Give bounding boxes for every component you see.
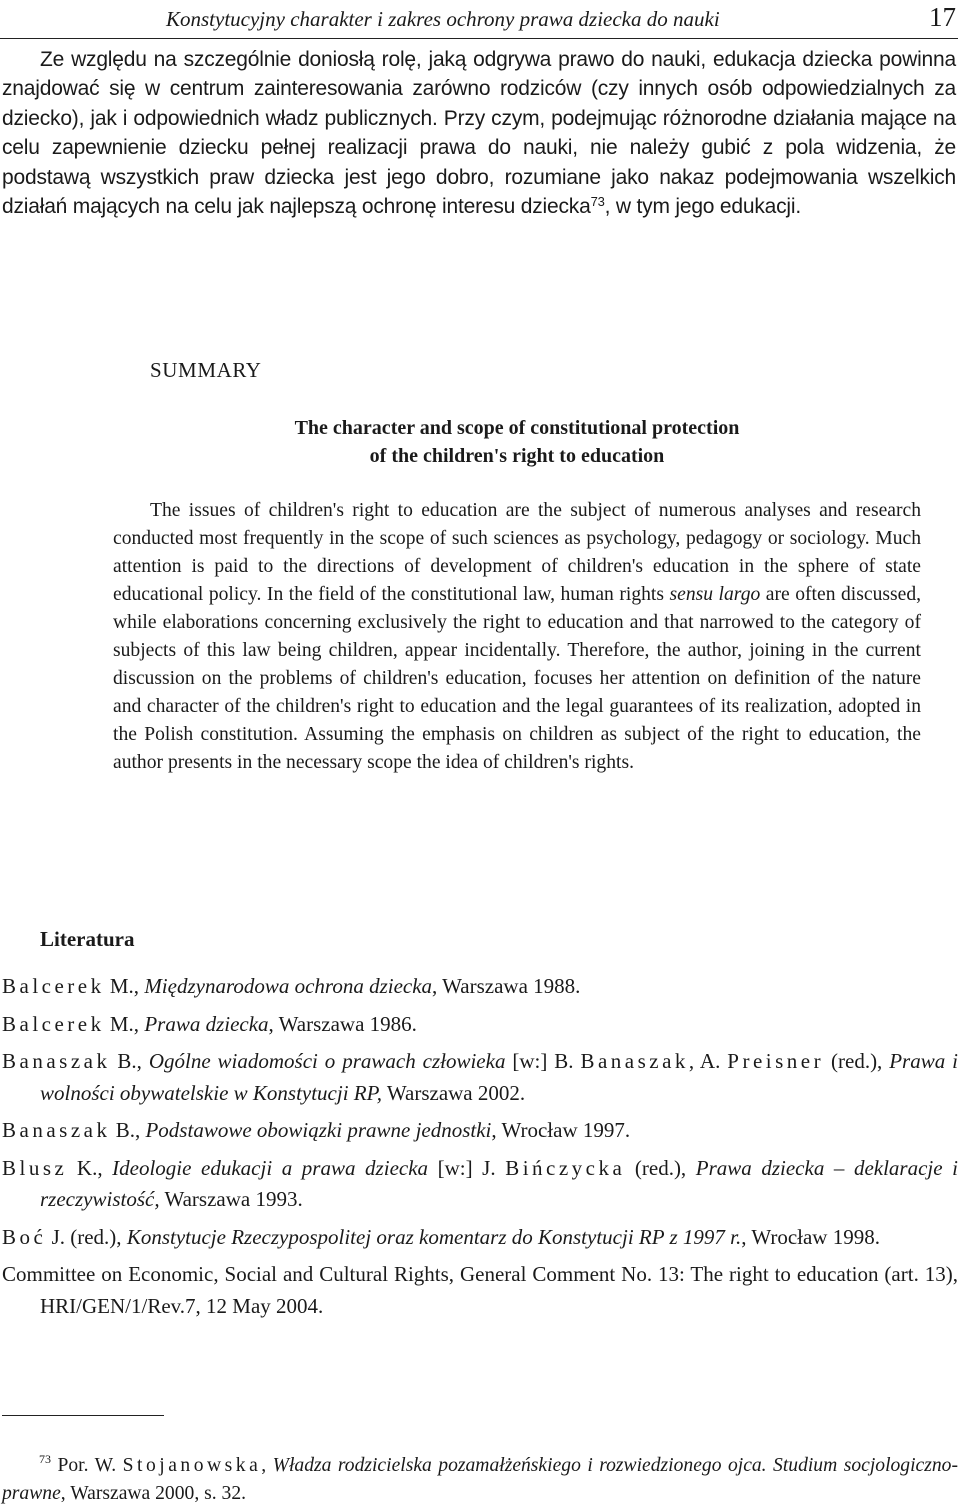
footnote-number: 73 xyxy=(39,1452,51,1466)
reference-initial: B., xyxy=(110,1118,146,1142)
reference-title: Podstawowe obowiązki prawne jednostki xyxy=(145,1118,492,1142)
reference-editor: Bińczycka xyxy=(505,1155,626,1180)
summary-title-line-1: The character and scope of constitutional protection xyxy=(294,417,740,439)
reference-author: Blusz xyxy=(2,1155,68,1180)
reference-publication: , Warszawa 1986. xyxy=(268,1011,417,1036)
body-paragraph-text: Ze względu na szczególnie doniosłą rolę, jaką odgrywa prawo do nauki, edukacja dziecka powinna znajdować się w centrum zainteresowania zarówno rodziców (czy innych osób odpowiedzialnych za dziecko), jak i odpowiednich władz publicznych. Przy czym, podejmując różnorodne działania mające na celu zapewnienie dziecku pełnej realizacji prawa do nauki, nie należy gubić z pola widzenia, że podstawą wszystkich praw dziecka jest jego dobro, rozumiane jako nakaz podejmowania wszelkich działań mających na celu jak najlepszą ochronę interesu dziecka xyxy=(2,48,956,219)
running-title: Konstytucyjny charakter i zakres ochrony prawa dziecka do nauki xyxy=(166,7,720,31)
reference-item: Committee on Economic, Social and Cultural Rights, General Comment No. 13: The right to education (art. 13), HRI/GEN/1/Rev.7, 12 May 2004. xyxy=(2,1262,958,1318)
summary-title-line-2: of the children's right to education xyxy=(369,445,665,467)
reference-title: Międzynarodowa ochrona dziecka xyxy=(144,974,433,998)
reference-author: Banaszak xyxy=(2,1118,111,1142)
reference-initial: M., xyxy=(104,1011,145,1036)
body-paragraph-tail: , w tym jego edukacji. xyxy=(604,195,801,219)
summary-text-part-2: are often discussed, while elaborations concerning exclusively the right to education and that narrowed to the category of subjects of this law being children, appear incidentally. Therefore, the author, joining in the current discussion on the problems of children's education, focuses her attention on definition of the nature and character of the children's right to education and the legal guarantees of its realization, adopted in the Polish constitution. Assuming the emphasis on children as subject of the right to education, the author presents in the necessary scope the idea of children's rights. xyxy=(113,584,922,773)
body-paragraph xyxy=(2,45,956,221)
reference-initial: B., xyxy=(110,1049,149,1073)
summary-text xyxy=(113,497,921,777)
reference-author: Balcerek xyxy=(2,974,105,998)
reference-editor: Banaszak xyxy=(580,1049,689,1073)
footnote-separator: , xyxy=(261,1455,273,1476)
reference-connector: (red.), xyxy=(625,1155,696,1180)
footnote-author: Stojanowska xyxy=(122,1455,262,1476)
footnote-prefix: Por. W. xyxy=(51,1455,123,1476)
reference-item xyxy=(2,971,958,1003)
reference-book-title: Prawa dziecka – deklaracje i rzeczywistość, xyxy=(40,1155,958,1211)
reference-initial: M., xyxy=(104,974,145,998)
reference-initial: J. (red.), xyxy=(46,1224,127,1249)
reference-publication: Warszawa 2002. xyxy=(382,1080,526,1105)
reference-author: Balcerek xyxy=(2,1011,105,1036)
page-header xyxy=(0,4,958,39)
summary-text-italic: sensu largo xyxy=(669,584,761,605)
reference-item xyxy=(2,1009,958,1041)
reference-item xyxy=(2,1046,958,1109)
reference-connector: , A. xyxy=(688,1049,728,1073)
reference-connector: [w:] J. xyxy=(428,1155,506,1180)
reference-title: Ideologie edukacji a prawa dziecka xyxy=(112,1155,429,1180)
footnote xyxy=(2,1452,958,1508)
page-number: 17 xyxy=(929,2,956,32)
reference-title: Prawa dziecka xyxy=(144,1011,269,1036)
summary-title xyxy=(113,414,921,470)
reference-connector: [w:] B. xyxy=(505,1049,581,1073)
reference-editor: Preisner xyxy=(727,1049,825,1073)
footnote-publication: , Warszawa 2000, s. 32. xyxy=(60,1483,247,1504)
reference-title: Ogólne wiadomości o prawach człowieka xyxy=(148,1049,506,1073)
summary-label: SUMMARY xyxy=(150,358,262,382)
reference-list xyxy=(2,971,958,1328)
reference-item xyxy=(2,1115,958,1147)
footnote-title: Władza rodzicielska pozamałżeńskiego i rozwiedzionego ojca. Studium socjologiczno-prawne xyxy=(2,1455,958,1504)
reference-publication: , Wrocław 1998. xyxy=(741,1224,880,1249)
reference-book-title: Prawa i wolności obywatelskie w Konstytucji RP, xyxy=(40,1049,958,1105)
reference-connector: (red.), xyxy=(824,1049,890,1073)
reference-author: Boć xyxy=(2,1224,47,1249)
reference-title: Konstytucje Rzeczypospolitej oraz komentarz do Konstytucji RP z 1997 r. xyxy=(126,1224,742,1249)
reference-item xyxy=(2,1153,958,1216)
reference-initial: K., xyxy=(67,1155,113,1180)
summary-text-part-1: The issues of children's right to education are the subject of numerous analyses and research conducted most frequently in the scope of such sciences as psychology, pedagogy or sociology. Much attention is paid to the directions of development of children's education in the sphere of state educational policy. In the field of the constitutional law, human rights xyxy=(113,500,921,605)
reference-publication: , Warszawa 1988. xyxy=(432,974,581,998)
reference-item xyxy=(2,1222,958,1254)
reference-author: Banaszak xyxy=(2,1049,111,1073)
footnote-divider xyxy=(2,1415,164,1416)
footnote-reference: 73 xyxy=(590,194,605,210)
reference-publication: Warszawa 1993. xyxy=(159,1187,303,1211)
literature-heading: Literatura xyxy=(40,927,135,951)
reference-publication: , Wrocław 1997. xyxy=(491,1118,631,1142)
